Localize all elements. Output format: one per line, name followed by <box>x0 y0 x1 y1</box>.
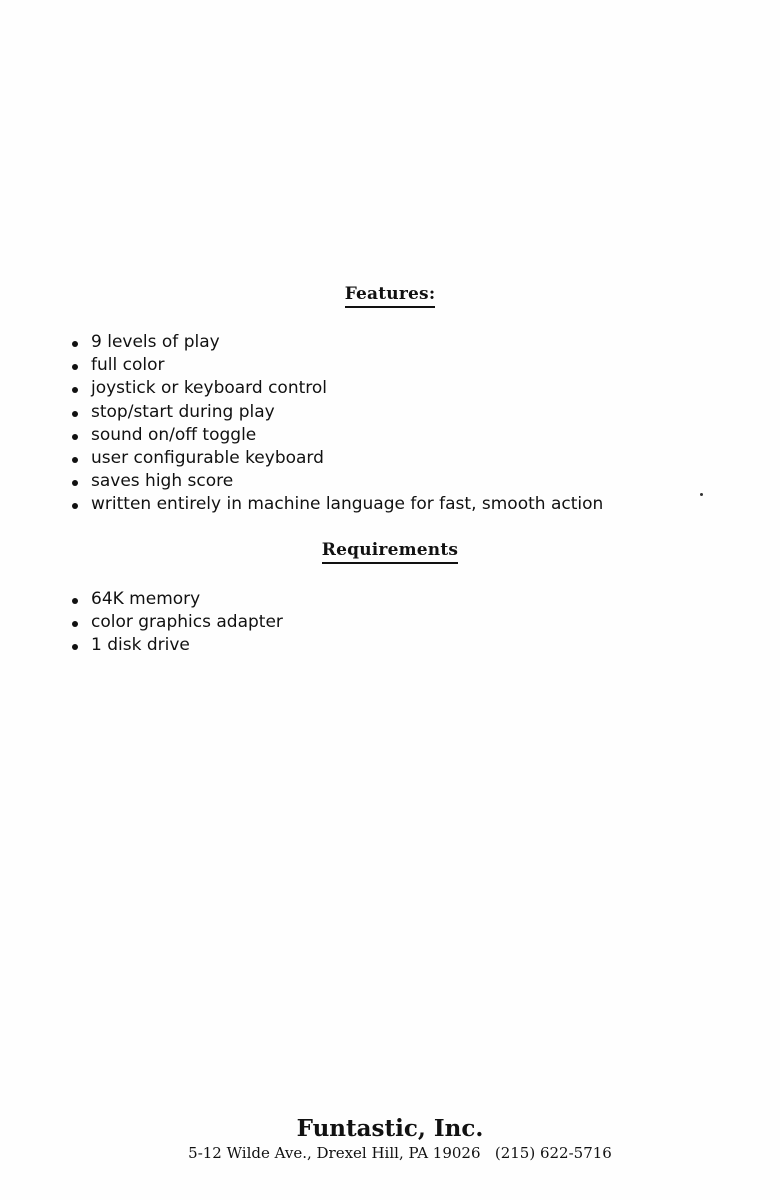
feature-item: sound on/off toggle <box>70 424 603 447</box>
requirements-heading-text: Requirements <box>322 540 458 564</box>
feature-item: stop/start during play <box>70 401 603 424</box>
features-list <box>70 331 603 517</box>
requirement-item: color graphics adapter <box>70 611 283 634</box>
feature-item: 9 levels of play <box>70 331 603 354</box>
requirements-heading <box>0 540 780 564</box>
feature-item: full color <box>70 354 603 377</box>
requirement-item: 64K memory <box>70 588 283 611</box>
feature-item: user configurable keyboard <box>70 447 603 470</box>
feature-item: written entirely in machine language for fast, smooth action <box>70 493 603 516</box>
feature-item: saves high score <box>70 470 603 493</box>
features-heading <box>0 284 780 308</box>
features-heading-text: Features: <box>345 284 436 308</box>
requirement-item: 1 disk drive <box>70 634 283 657</box>
feature-item: joystick or keyboard control <box>70 377 603 400</box>
company-contact <box>0 1144 780 1162</box>
company-address: 5-12 Wilde Ave., Drexel Hill, PA 19026 <box>188 1144 481 1162</box>
company-phone: (215) 622-5716 <box>494 1144 612 1162</box>
company-name: Funtastic, Inc. <box>296 1115 484 1142</box>
requirements-list <box>70 588 283 658</box>
print-speck <box>700 493 703 496</box>
